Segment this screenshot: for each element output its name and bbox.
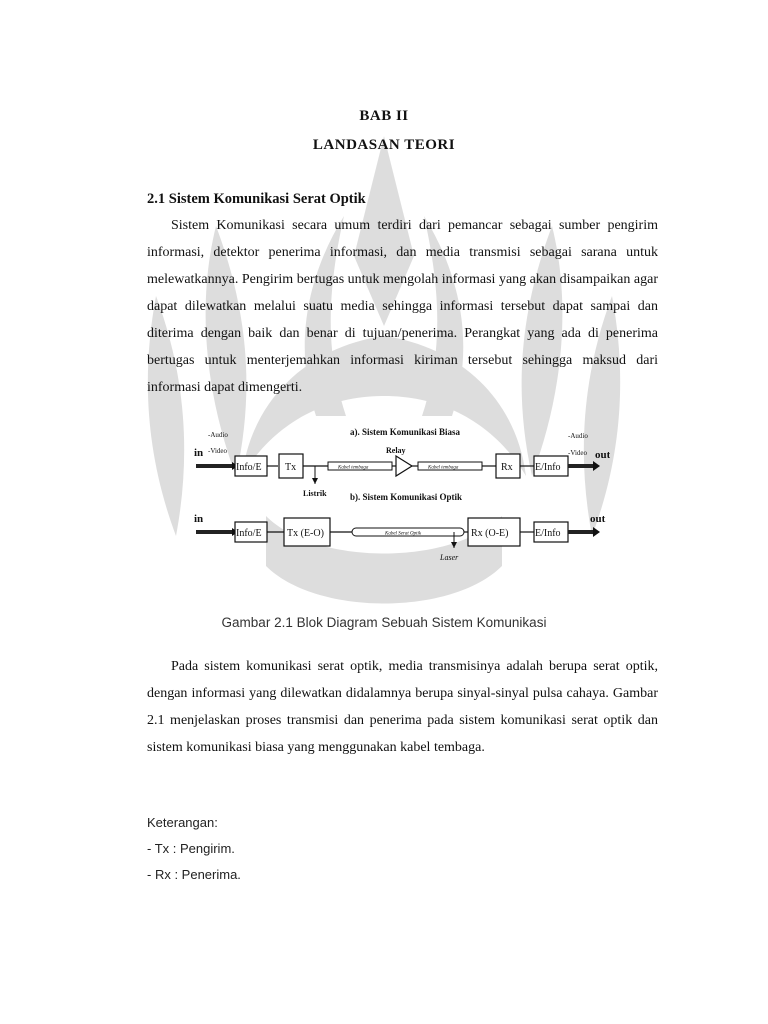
paragraph-1-text: Sistem Komunikasi secara umum terdiri dari pemancar sebagai sumber pengirim informasi, detektor penerima informasi, dan media transmisi sebagai sarana untuk melewatkannya. Pengirim bertugas untuk mengolah informasi yang akan disampaikan agar dapat dilewatkan melalui suatu media sehingga informasi tersebut dapat sampai dan diterima dengan baik dan benar di tujuan/penerima. Perangkat yang ada di penerima bertugas untuk menterjemahkan informasi kiriman tersebut sehingga maksud dari informasi dapat dimengerti. xyxy=(147,218,658,395)
output-arrow-b xyxy=(568,530,594,534)
cable-label-a1: Kabel tembaga xyxy=(338,465,369,471)
audio-out-label: -Audio xyxy=(568,432,588,440)
diagram-a-title: a). Sistem Komunikasi Biasa xyxy=(350,427,461,437)
tx-label-a: Tx xyxy=(285,462,297,473)
in-label-a: in xyxy=(194,447,204,459)
chapter-number: BAB II xyxy=(359,108,409,124)
relay-label: Relay xyxy=(386,446,406,455)
section-heading: 2.1 Sistem Komunikasi Serat Optik xyxy=(147,191,366,207)
out-label-a: out xyxy=(595,449,610,461)
info-e-label-b: Info/E xyxy=(236,528,262,539)
diagram-b-title: b). Sistem Komunikasi Optik xyxy=(350,492,463,502)
listrik-label: Listrik xyxy=(303,489,327,498)
rx-label-a: Rx xyxy=(501,462,513,473)
relay-amplifier xyxy=(396,456,412,476)
video-out-label: -Video xyxy=(568,449,588,457)
in-label-b: in xyxy=(194,513,204,525)
chapter-title: LANDASAN TEORI xyxy=(312,137,456,153)
figure-caption: Gambar 2.1 Blok Diagram Sebuah Sistem Komunikasi xyxy=(221,615,547,630)
fiber-cable-label: Kabel Serat Optik xyxy=(385,531,422,537)
paragraph-2 xyxy=(147,653,658,761)
output-arrow-a xyxy=(568,464,594,468)
notes-block xyxy=(147,810,241,888)
rx-oe-label: Rx (O-E) xyxy=(471,528,509,539)
e-info-label-a: E/Info xyxy=(535,462,561,473)
e-info-label-b: E/Info xyxy=(535,528,561,539)
notes-label: Keterangan: xyxy=(147,815,218,830)
block-diagram xyxy=(190,420,610,570)
video-in-label: -Video xyxy=(208,447,228,455)
cable-label-a2: Kabel tembaga xyxy=(428,465,459,471)
paragraph-1 xyxy=(147,212,658,401)
block-diagram-figure xyxy=(190,420,610,570)
input-arrow-a xyxy=(196,464,232,468)
paragraph-2-text: Pada sistem komunikasi serat optik, media transmisinya adalah berupa serat optik, dengan informasi yang dilewatkan didalamnya berupa sinyal-sinyal pulsa cahaya. Gambar 2.1 menjelaskan proses transmisi dan penerima pada sistem komunikasi serat optik dan sistem komunikasi biasa yang menggunakan kabel tembaga. xyxy=(147,659,658,755)
input-arrow-b xyxy=(196,530,232,534)
note-tx: - Tx : Pengirim. xyxy=(147,841,235,856)
tx-eo-label: Tx (E-O) xyxy=(287,528,324,539)
audio-in-label: -Audio xyxy=(208,431,228,439)
info-e-label-a: Info/E xyxy=(236,462,262,473)
out-label-b: out xyxy=(590,513,606,525)
laser-label: Laser xyxy=(440,553,459,562)
note-rx: - Rx : Penerima. xyxy=(147,867,241,882)
